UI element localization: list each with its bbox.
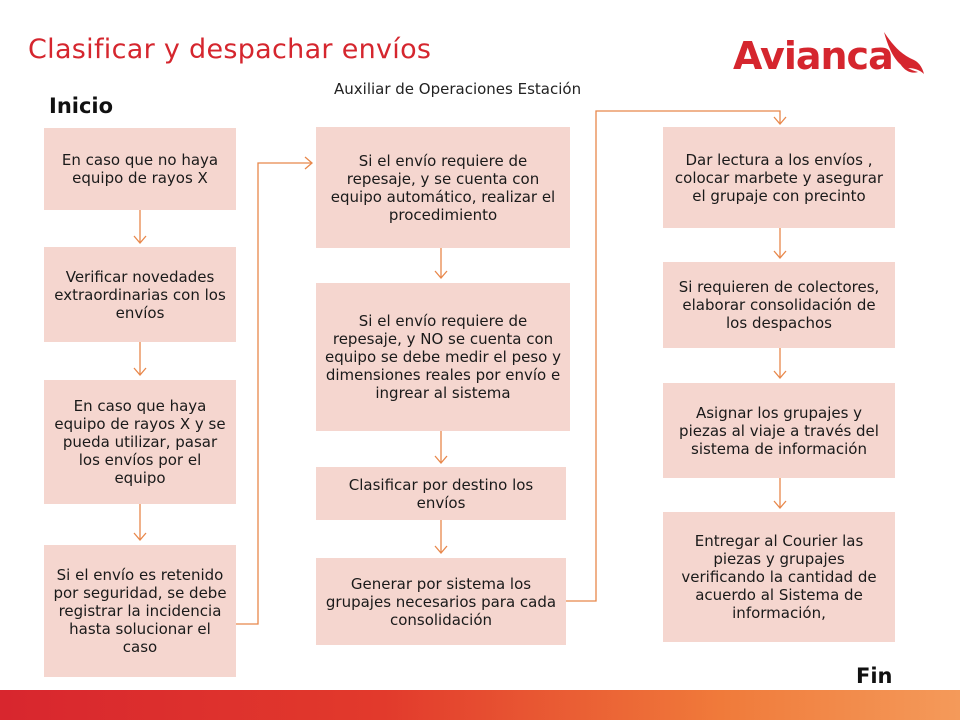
step-text: Si el envío es retenido por seguridad, se debe registrar la incidencia hasta solucionar el caso xyxy=(53,566,227,656)
step-text: Verificar novedades extraordinarias con los envíos xyxy=(54,267,226,322)
step-text: Generar por sistema los grupajes necesarios para cada consolidación xyxy=(325,574,557,629)
step-card xyxy=(44,247,236,342)
step-card xyxy=(316,127,570,248)
step-text: Clasificar por destino los envíos xyxy=(348,475,534,512)
end-label: Fin xyxy=(856,664,893,688)
start-label: Inicio xyxy=(49,94,114,118)
step-text: Dar lectura a los envíos , colocar marbete y asegurar el grupaje con precinto xyxy=(674,150,884,205)
role-subtitle: Auxiliar de Operaciones Estación xyxy=(334,80,582,98)
step-text: Asignar los grupajes y piezas al viaje a través del sistema de información xyxy=(679,403,879,458)
step-card xyxy=(663,512,895,642)
step-text: Si el envío requiere de repesaje, y NO se cuenta con equipo se debe medir el peso y dimensiones reales por envío e ingrear al sistema xyxy=(325,312,561,402)
step-text: Si requieren de colectores, elaborar consolidación de los despachos xyxy=(678,278,880,332)
step-card xyxy=(663,383,895,478)
step-card xyxy=(316,467,566,520)
step-text: En caso que haya equipo de rayos X y se pueda utilizar, pasar los envíos por el equipo xyxy=(54,397,226,487)
step-text: Entregar al Courier las piezas y grupajes verificando la cantidad de acuerdo al Sistema de información, xyxy=(681,532,877,622)
brand-wordmark: Avianca xyxy=(733,34,893,78)
step-card xyxy=(663,262,895,348)
step-card xyxy=(44,128,236,210)
step-card xyxy=(44,545,236,677)
step-text: En caso que no haya equipo de rayos X xyxy=(61,151,219,187)
step-text: Si el envío requiere de repesaje, y se cuenta con equipo automático, realizar el procedimiento xyxy=(330,151,556,224)
step-card xyxy=(44,380,236,504)
step-card xyxy=(316,558,566,645)
footer-gradient-bar xyxy=(0,690,960,720)
step-card xyxy=(316,283,570,431)
step-card xyxy=(663,127,895,228)
page-title: Clasificar y despachar envíos xyxy=(28,34,432,65)
